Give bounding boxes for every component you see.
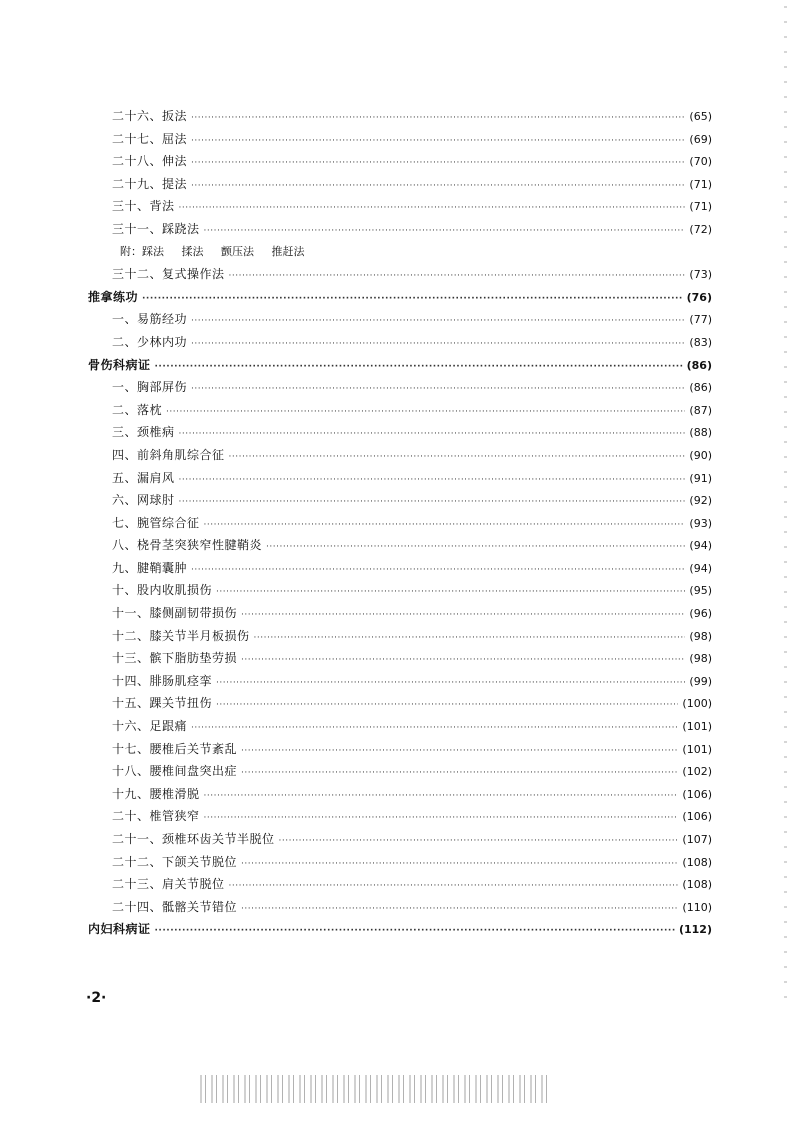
toc-entry <box>88 128 712 151</box>
toc-entry-title: 二十四、骶髂关节错位 <box>112 899 238 914</box>
toc-entry-page: (90) <box>689 448 712 462</box>
toc-entry-page: (108) <box>682 855 712 869</box>
leader-dots <box>241 604 685 627</box>
toc-entry <box>88 331 712 354</box>
toc-entry <box>88 512 712 535</box>
toc-entry-page: (92) <box>689 494 712 508</box>
toc-entry <box>88 444 712 467</box>
toc-entry <box>88 376 712 399</box>
toc-entry-title: 二十二、下颌关节脱位 <box>112 854 238 869</box>
leader-dots <box>204 807 679 830</box>
toc-entry <box>88 218 712 241</box>
toc-entry-page: (73) <box>689 268 712 282</box>
toc-entry-page: (77) <box>689 313 712 327</box>
toc-entry-title: 四、前斜角肌综合征 <box>112 447 225 462</box>
toc-entry <box>88 308 712 331</box>
toc-entry <box>88 715 712 738</box>
toc-section <box>88 918 712 941</box>
leader-dots <box>204 514 686 537</box>
toc-entry-title: 二十一、颈椎环齿关节半脱位 <box>112 832 275 846</box>
leader-dots <box>241 649 685 672</box>
toc-entry-title: 八、桡骨茎突狭窄性腱鞘炎 <box>112 538 263 553</box>
toc-entry <box>88 738 712 761</box>
toc-entry <box>88 467 712 490</box>
toc-entry-title: 十四、腓肠肌痉挛 <box>112 673 213 688</box>
toc-entry-title: 五、漏肩风 <box>112 470 175 485</box>
scan-bottom-artifact <box>200 1075 550 1103</box>
toc-entry <box>88 828 712 851</box>
toc-entry-title: 九、腱鞘囊肿 <box>112 560 188 575</box>
toc-entry-title: 十五、踝关节扭伤 <box>112 696 213 711</box>
toc-entry <box>88 760 712 783</box>
toc-entry-page: (88) <box>689 426 712 440</box>
toc-entry-page: (96) <box>689 607 712 621</box>
toc-entry <box>88 105 712 128</box>
leader-dots <box>254 627 686 650</box>
toc-entry-page: (94) <box>689 539 712 553</box>
toc-entry-page: (101) <box>682 720 712 734</box>
toc-entry-page: (107) <box>682 833 712 846</box>
toc-entry-title: 十六、足跟痛 <box>112 719 188 734</box>
toc-entry-title: 六、网球肘 <box>112 493 175 508</box>
leader-dots <box>229 446 686 469</box>
table-of-contents <box>88 105 712 941</box>
toc-entry-title: 十一、膝侧副韧带损伤 <box>112 606 238 621</box>
leader-dots <box>142 288 683 311</box>
toc-entry <box>88 647 712 670</box>
toc-entry-title: 一、易筋经功 <box>112 312 188 327</box>
toc-entry <box>88 625 712 648</box>
toc-entry-page: (69) <box>689 132 712 146</box>
toc-entry-title: 推拿练功 <box>88 289 139 304</box>
toc-entry-page: (93) <box>689 516 712 530</box>
leader-dots <box>241 853 678 876</box>
leader-dots <box>216 694 678 717</box>
toc-entry-page: (95) <box>689 584 712 598</box>
toc-entry-page: (100) <box>682 697 712 711</box>
scan-edge-artifact <box>784 0 787 1000</box>
leader-dots <box>241 898 678 921</box>
toc-entry-title: 十九、腰椎滑脱 <box>112 786 200 801</box>
toc-entry-page: (83) <box>689 335 712 349</box>
leader-dots <box>191 378 685 401</box>
toc-entry-title: 一、胸部屏伤 <box>112 380 188 395</box>
toc-entry-page: (71) <box>689 177 712 191</box>
toc-entry <box>88 534 712 557</box>
toc-entry-page: (102) <box>682 765 712 779</box>
toc-entry-page: (65) <box>689 110 712 123</box>
toc-entry-page: (112) <box>678 923 712 937</box>
toc-entry-title: 三十一、踩跷法 <box>112 221 200 236</box>
toc-entry <box>88 783 712 806</box>
toc-entry-title: 二十三、肩关节脱位 <box>112 877 225 892</box>
leader-dots <box>166 401 685 424</box>
toc-entry-title: 骨伤科病证 <box>88 357 151 372</box>
toc-entry-page: (72) <box>689 222 712 236</box>
toc-entry-page: (86) <box>686 358 712 372</box>
toc-entry <box>88 421 712 444</box>
toc-entry-title: 十七、腰椎后关节紊乱 <box>112 741 238 756</box>
page-number: ·2· <box>86 990 107 1006</box>
toc-entry <box>88 195 712 218</box>
toc-entry-page: (87) <box>689 403 712 417</box>
leader-dots <box>191 717 678 740</box>
toc-entry-title: 二十六、扳法 <box>112 109 188 123</box>
leader-dots <box>279 830 679 853</box>
toc-entry-title: 二十八、伸法 <box>112 154 188 169</box>
leader-dots <box>216 581 685 604</box>
toc-entry <box>88 692 712 715</box>
toc-entry-page: (106) <box>682 787 712 801</box>
leader-dots <box>241 762 678 785</box>
toc-entry-title: 十八、腰椎间盘突出症 <box>112 764 238 779</box>
toc-entry <box>88 557 712 580</box>
toc-entry <box>88 805 712 828</box>
toc-entry-title: 二十九、提法 <box>112 176 188 191</box>
toc-entry-page: (71) <box>689 200 712 214</box>
leader-dots <box>204 785 679 808</box>
toc-entry-page: (98) <box>689 652 712 666</box>
toc-entry-title: 十、股内收肌损伤 <box>112 583 213 598</box>
toc-entry-title: 二、落枕 <box>112 402 163 417</box>
leader-dots <box>155 356 683 379</box>
leader-dots <box>191 333 685 356</box>
toc-entry-page: (91) <box>689 471 712 485</box>
leader-dots <box>191 175 685 198</box>
toc-entry <box>88 150 712 173</box>
toc-entry-title: 三十二、复式操作法 <box>112 267 225 282</box>
toc-note: 附：踩法 揉法 颤压法 推赶法 <box>120 244 305 258</box>
toc-entry-title: 十三、髌下脂肪垫劳损 <box>112 651 238 666</box>
toc-entry <box>88 670 712 693</box>
leader-dots <box>155 920 675 943</box>
leader-dots <box>204 220 686 243</box>
toc-entry <box>88 579 712 602</box>
toc-entry-page: (86) <box>689 381 712 395</box>
toc-section <box>88 286 712 309</box>
toc-entry-page: (101) <box>682 742 712 756</box>
toc-entry <box>88 263 712 286</box>
leader-dots <box>179 423 686 446</box>
leader-dots <box>266 536 685 559</box>
toc-section <box>88 354 712 377</box>
toc-entry <box>88 602 712 625</box>
toc-entry-page: (106) <box>682 810 712 824</box>
leader-dots <box>191 107 685 130</box>
toc-entry <box>88 896 712 919</box>
toc-entry-page: (110) <box>682 900 712 914</box>
leader-dots <box>179 469 686 492</box>
leader-dots <box>179 491 686 514</box>
leader-dots <box>229 875 679 898</box>
leader-dots <box>179 197 686 220</box>
toc-entry-title: 三十、背法 <box>112 199 175 214</box>
toc-entry <box>88 489 712 512</box>
toc-entry <box>88 851 712 874</box>
toc-entry-title: 内妇科病证 <box>88 922 151 937</box>
leader-dots <box>191 152 685 175</box>
toc-entry-page: (99) <box>689 674 712 688</box>
toc-entry <box>88 399 712 422</box>
toc-entry-title: 二十、椎管狭窄 <box>112 809 200 824</box>
leader-dots <box>191 310 685 333</box>
toc-entry-title: 二十七、屈法 <box>112 131 188 146</box>
toc-entry-page: (76) <box>686 290 712 304</box>
toc-entry-title: 三、颈椎病 <box>112 425 175 440</box>
leader-dots <box>229 265 686 288</box>
toc-entry-page: (70) <box>689 155 712 169</box>
toc-entry-page: (108) <box>682 878 712 892</box>
toc-entry <box>88 873 712 896</box>
toc-entry-title: 十二、膝关节半月板损伤 <box>112 628 250 643</box>
leader-dots <box>191 130 685 153</box>
toc-entry-page: (98) <box>689 629 712 643</box>
leader-dots <box>216 672 685 695</box>
leader-dots <box>241 740 678 763</box>
toc-entry-page: (94) <box>689 561 712 575</box>
toc-entry-title: 二、少林内功 <box>112 334 188 349</box>
toc-entry-title: 七、腕管综合征 <box>112 515 200 530</box>
toc-entry <box>88 173 712 196</box>
leader-dots <box>191 559 685 582</box>
